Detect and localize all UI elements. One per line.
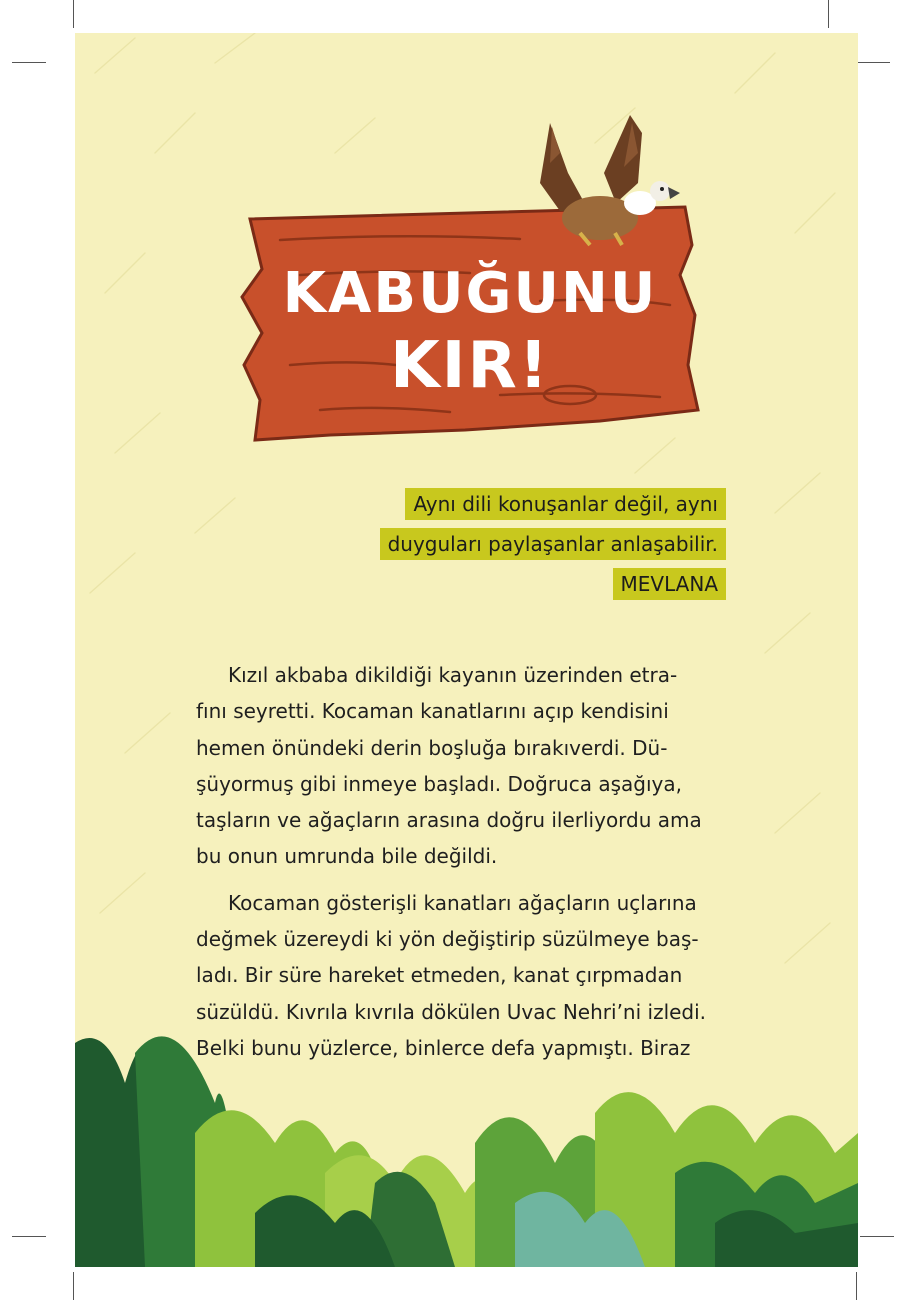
crop-mark [856,1272,857,1300]
text-line: Kocaman gösterişli kanatları ağaçların uçlarına [228,890,697,915]
text-line: fını seyretti. Kocaman kanatlarını açıp kendisini [196,699,669,724]
text-line: değmek üzereydi ki yön değiştirip süzülmeye baş- [196,927,699,952]
crop-mark [828,0,829,28]
text-line: hemen önündeki derin boşluğa bırakıverdi. Dü- [196,735,668,760]
crop-mark [856,62,890,63]
crop-mark [12,62,46,63]
text-line: Kızıl akbaba dikildiği kayanın üzerinden etra- [228,663,678,687]
sign-title-line2: KIR! [390,329,550,403]
quote-line: duyguları paylaşanlar anlaşabilir. [380,528,726,560]
book-page [75,33,858,1267]
text-line: taşların ve ağaçların arasına doğru ilerliyordu ama [196,808,702,833]
quote-line: Aynı dili konuşanlar değil, aynı [405,488,726,520]
crop-mark [860,1236,894,1237]
quote-author: MEVLANA [613,568,727,600]
crop-mark [73,1272,74,1300]
text-line: şüyormuş gibi inmeye başladı. Doğruca aşağıya, [196,771,682,796]
quote-block [380,488,726,608]
crop-mark [73,0,74,28]
text-line: ladı. Bir süre hareket etmeden, kanat çırpmadan [196,963,683,988]
crop-mark [12,1236,46,1237]
text-line: Belki bunu yüzlerce, binlerce defa yapmıştı. Biraz [196,1035,691,1060]
sign-title-line1: KABUĞUNU [282,261,658,326]
text-line: bu onun umrunda bile değildi. [196,844,498,869]
story-text [196,657,719,1066]
vulture-icon [520,113,680,253]
text-line: süzüldü. Kıvrıla kıvrıla dökülen Uvac Nehri’ni izledi. [196,999,707,1024]
grass-foliage-icon [75,1023,858,1267]
